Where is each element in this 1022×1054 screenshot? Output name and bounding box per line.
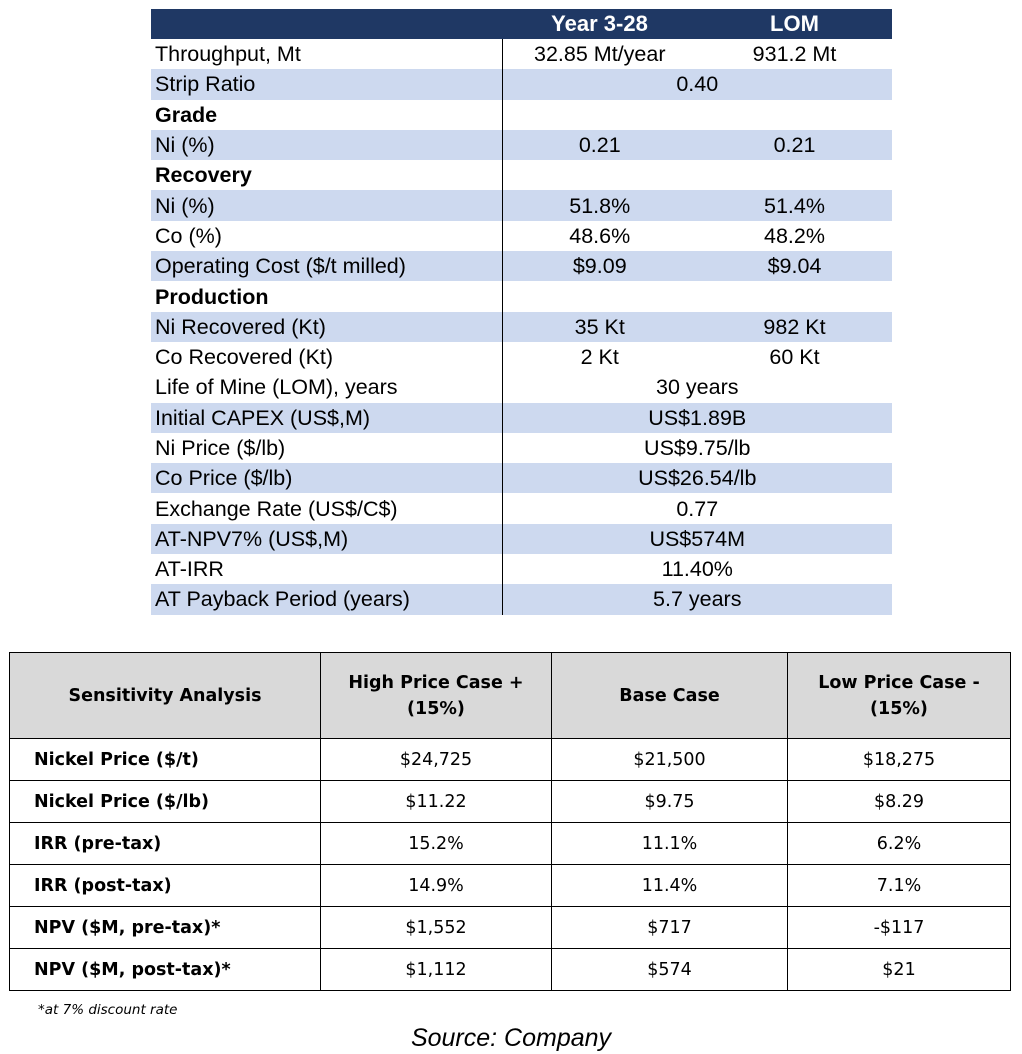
year-3-28-value: 0.21	[502, 130, 697, 160]
low-price-value: $8.29	[788, 781, 1011, 823]
high-price-value: $1,552	[321, 907, 552, 949]
high-price-value: $1,112	[321, 949, 552, 991]
merged-value: 0.77	[502, 493, 892, 523]
row-label: Co (%)	[151, 221, 502, 251]
summary-row	[151, 493, 892, 523]
row-label: Operating Cost ($/t milled)	[151, 251, 502, 281]
header-label-cell	[151, 9, 502, 39]
section-row	[151, 100, 892, 130]
row-label: NPV ($M, post-tax)*	[10, 949, 321, 991]
summary-row	[151, 403, 892, 433]
section-heading: Recovery	[151, 160, 502, 190]
low-price-value: -$117	[788, 907, 1011, 949]
header-high-price-case: High Price Case +(15%)	[321, 653, 552, 739]
row-label: Life of Mine (LOM), years	[151, 372, 502, 402]
lom-value	[697, 281, 892, 311]
summary-row	[151, 190, 892, 220]
summary-row	[151, 372, 892, 402]
low-price-value: $18,275	[788, 739, 1011, 781]
sensitivity-analysis-table	[9, 652, 1011, 991]
sensitivity-row	[10, 907, 1011, 949]
row-label: IRR (pre-tax)	[10, 823, 321, 865]
lom-value: 931.2 Mt	[697, 39, 892, 69]
low-price-value: 7.1%	[788, 865, 1011, 907]
year-3-28-value: 51.8%	[502, 190, 697, 220]
row-label: AT Payback Period (years)	[151, 584, 502, 614]
lom-value: 60 Kt	[697, 342, 892, 372]
high-price-value: $11.22	[321, 781, 552, 823]
merged-value: US$26.54/lb	[502, 463, 892, 493]
year-3-28-value: 48.6%	[502, 221, 697, 251]
summary-row	[151, 554, 892, 584]
header-base-case: Base Case	[552, 653, 788, 739]
merged-value: 11.40%	[502, 554, 892, 584]
summary-row	[151, 251, 892, 281]
lom-value	[697, 100, 892, 130]
header-low-price-case: Low Price Case -(15%)	[788, 653, 1011, 739]
row-label: NPV ($M, pre-tax)*	[10, 907, 321, 949]
summary-row	[151, 39, 892, 69]
lom-value: 0.21	[697, 130, 892, 160]
row-label: Nickel Price ($/lb)	[10, 781, 321, 823]
year-3-28-value	[502, 281, 697, 311]
merged-value: US$9.75/lb	[502, 433, 892, 463]
summary-row	[151, 69, 892, 99]
summary-row	[151, 130, 892, 160]
summary-row	[151, 312, 892, 342]
row-label: Nickel Price ($/t)	[10, 739, 321, 781]
footnote: *at 7% discount rate	[38, 1002, 178, 1018]
section-row	[151, 281, 892, 311]
lom-value: 51.4%	[697, 190, 892, 220]
low-price-value: $21	[788, 949, 1011, 991]
row-label: Initial CAPEX (US$,M)	[151, 403, 502, 433]
section-row	[151, 160, 892, 190]
source-caption: Source: Company	[410, 1024, 612, 1052]
summary-row	[151, 524, 892, 554]
summary-row	[151, 463, 892, 493]
row-label: Ni Price ($/lb)	[151, 433, 502, 463]
sensitivity-row	[10, 949, 1011, 991]
row-label: Ni Recovered (Kt)	[151, 312, 502, 342]
summary-header-row	[151, 9, 892, 39]
year-3-28-value: 2 Kt	[502, 342, 697, 372]
row-label: Co Recovered (Kt)	[151, 342, 502, 372]
header-year-3-28: Year 3-28	[502, 9, 697, 39]
row-label: AT-IRR	[151, 554, 502, 584]
year-3-28-value: 32.85 Mt/year	[502, 39, 697, 69]
sensitivity-row	[10, 823, 1011, 865]
summary-row	[151, 342, 892, 372]
base-case-value: $21,500	[552, 739, 788, 781]
sensitivity-row	[10, 865, 1011, 907]
year-3-28-value	[502, 160, 697, 190]
merged-value: US$574M	[502, 524, 892, 554]
row-label: Ni (%)	[151, 190, 502, 220]
merged-value: 0.40	[502, 69, 892, 99]
sensitivity-row	[10, 739, 1011, 781]
base-case-value: $574	[552, 949, 788, 991]
summary-row	[151, 433, 892, 463]
sensitivity-header-row	[10, 653, 1011, 739]
high-price-value: 15.2%	[321, 823, 552, 865]
base-case-value: 11.4%	[552, 865, 788, 907]
merged-value: 30 years	[502, 372, 892, 402]
base-case-value: $717	[552, 907, 788, 949]
section-heading: Production	[151, 281, 502, 311]
row-label: Throughput, Mt	[151, 39, 502, 69]
high-price-value: $24,725	[321, 739, 552, 781]
lom-value: 982 Kt	[697, 312, 892, 342]
high-price-value: 14.9%	[321, 865, 552, 907]
row-label: Co Price ($/lb)	[151, 463, 502, 493]
row-label: Strip Ratio	[151, 69, 502, 99]
year-3-28-value: $9.09	[502, 251, 697, 281]
year-3-28-value	[502, 100, 697, 130]
row-label: AT-NPV7% (US$,M)	[151, 524, 502, 554]
row-label: IRR (post-tax)	[10, 865, 321, 907]
base-case-value: $9.75	[552, 781, 788, 823]
row-label: Exchange Rate (US$/C$)	[151, 493, 502, 523]
merged-value: 5.7 years	[502, 584, 892, 614]
header-lom: LOM	[697, 9, 892, 39]
section-heading: Grade	[151, 100, 502, 130]
lom-value: 48.2%	[697, 221, 892, 251]
header-sensitivity-analysis: Sensitivity Analysis	[10, 653, 321, 739]
lom-value: $9.04	[697, 251, 892, 281]
summary-row	[151, 584, 892, 614]
project-summary-table	[151, 9, 892, 615]
merged-value: US$1.89B	[502, 403, 892, 433]
low-price-value: 6.2%	[788, 823, 1011, 865]
year-3-28-value: 35 Kt	[502, 312, 697, 342]
base-case-value: 11.1%	[552, 823, 788, 865]
sensitivity-row	[10, 781, 1011, 823]
lom-value	[697, 160, 892, 190]
summary-row	[151, 221, 892, 251]
row-label: Ni (%)	[151, 130, 502, 160]
